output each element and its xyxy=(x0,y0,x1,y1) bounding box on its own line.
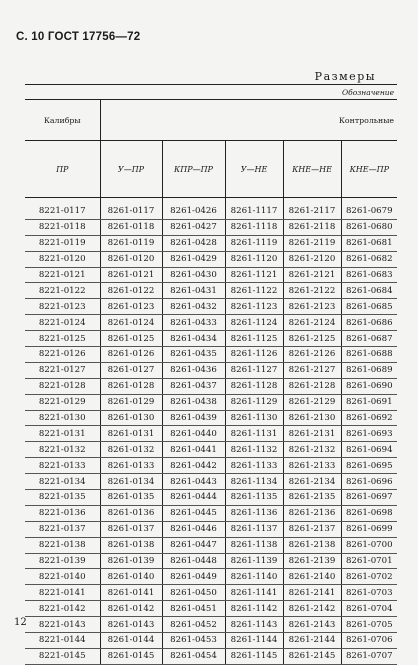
table-cell: 8221-0138 xyxy=(25,537,100,553)
table-cell: 8261-2122 xyxy=(283,283,341,299)
table-cell: 8261-0693 xyxy=(341,426,397,442)
table-body xyxy=(25,198,397,665)
table-cell: 8261-1136 xyxy=(225,505,283,521)
table-cell: 8261-2132 xyxy=(283,442,341,458)
table-cell: 8221-0118 xyxy=(25,219,100,235)
table-cell: 8221-0125 xyxy=(25,331,100,347)
table-row xyxy=(25,648,397,664)
table-row xyxy=(25,219,397,235)
designation-table xyxy=(25,84,397,665)
table-cell: 8261-1128 xyxy=(225,378,283,394)
table-cell: 8261-1143 xyxy=(225,617,283,633)
table-row xyxy=(25,235,397,251)
table-cell: 8261-1132 xyxy=(225,442,283,458)
table-cell: 8261-2133 xyxy=(283,458,341,474)
table-cell: 8261-0681 xyxy=(341,235,397,251)
table-cell: 8261-2142 xyxy=(283,601,341,617)
table-cell: 8221-0145 xyxy=(25,648,100,664)
table-cell: 8221-0126 xyxy=(25,347,100,363)
table-cell: 8261-2131 xyxy=(283,426,341,442)
table-cell: 8261-0433 xyxy=(162,315,225,331)
table-cell: 8221-0133 xyxy=(25,458,100,474)
table-cell: 8261-0696 xyxy=(341,474,397,490)
table-cell: 8261-0125 xyxy=(100,331,162,347)
table-cell: 8261-0138 xyxy=(100,537,162,553)
table-row xyxy=(25,347,397,363)
table-cell: 8221-0131 xyxy=(25,426,100,442)
table-row xyxy=(25,458,397,474)
table-cell: 8261-0123 xyxy=(100,299,162,315)
table-cell: 8261-0127 xyxy=(100,362,162,378)
caliber-header: Калибры xyxy=(25,100,100,141)
column-header: КПР—ПР xyxy=(162,141,225,198)
table-cell: 8261-2134 xyxy=(283,474,341,490)
table-cell: 8261-1126 xyxy=(225,347,283,363)
control-header: Контрольные xyxy=(100,100,397,141)
column-header: У—НЕ xyxy=(225,141,283,198)
table-cell: 8261-0136 xyxy=(100,505,162,521)
table-row xyxy=(25,251,397,267)
table-cell: 8261-1138 xyxy=(225,537,283,553)
table-cell: 8261-0440 xyxy=(162,426,225,442)
table-cell: 8261-0117 xyxy=(100,198,162,220)
table-cell: 8261-0698 xyxy=(341,505,397,521)
table-cell: 8221-0129 xyxy=(25,394,100,410)
table-cell: 8261-0679 xyxy=(341,198,397,220)
table-cell: 8261-0442 xyxy=(162,458,225,474)
table-cell: 8261-0452 xyxy=(162,617,225,633)
table-cell: 8261-0141 xyxy=(100,585,162,601)
table-row xyxy=(25,299,397,315)
table-cell: 8261-1140 xyxy=(225,569,283,585)
table-cell: 8261-2129 xyxy=(283,394,341,410)
table-cell: 8261-1134 xyxy=(225,474,283,490)
page-header: С. 10 ГОСТ 17756—72 xyxy=(16,31,141,43)
table-cell: 8261-0689 xyxy=(341,362,397,378)
table-cell: 8221-0130 xyxy=(25,410,100,426)
table-cell: 8261-2118 xyxy=(283,219,341,235)
table-cell: 8261-2123 xyxy=(283,299,341,315)
table-cell: 8261-0430 xyxy=(162,267,225,283)
table-cell: 8221-0120 xyxy=(25,251,100,267)
designation-header: Обозначение xyxy=(25,85,397,100)
table-cell: 8261-0129 xyxy=(100,394,162,410)
table-row xyxy=(25,490,397,506)
table-cell: 8261-0447 xyxy=(162,537,225,553)
table-cell: 8261-0700 xyxy=(341,537,397,553)
table-cell: 8261-0142 xyxy=(100,601,162,617)
table-cell: 8261-0144 xyxy=(100,633,162,649)
table-cell: 8261-0443 xyxy=(162,474,225,490)
table-cell: 8261-0128 xyxy=(100,378,162,394)
table-row xyxy=(25,553,397,569)
table-cell: 8261-0139 xyxy=(100,553,162,569)
table-cell: 8261-1133 xyxy=(225,458,283,474)
table-cell: 8261-0441 xyxy=(162,442,225,458)
table-cell: 8261-0120 xyxy=(100,251,162,267)
table-cell: 8221-0134 xyxy=(25,474,100,490)
column-header: ПР xyxy=(25,141,100,198)
table-cell: 8261-0132 xyxy=(100,442,162,458)
table-row xyxy=(25,601,397,617)
table-cell: 8261-2121 xyxy=(283,267,341,283)
table-cell: 8221-0124 xyxy=(25,315,100,331)
table-cell: 8261-2137 xyxy=(283,521,341,537)
table-cell: 8261-0704 xyxy=(341,601,397,617)
table-row xyxy=(25,198,397,220)
table-cell: 8261-0118 xyxy=(100,219,162,235)
table-cell: 8261-0429 xyxy=(162,251,225,267)
table-cell: 8261-0697 xyxy=(341,490,397,506)
column-header: КНЕ—НЕ xyxy=(283,141,341,198)
table-cell: 8261-1145 xyxy=(225,648,283,664)
table-cell: 8261-2124 xyxy=(283,315,341,331)
table-cell: 8261-0431 xyxy=(162,283,225,299)
table-cell: 8221-0119 xyxy=(25,235,100,251)
table-row xyxy=(25,633,397,649)
table-cell: 8261-0683 xyxy=(341,267,397,283)
table-cell: 8261-0131 xyxy=(100,426,162,442)
table-cell: 8261-1124 xyxy=(225,315,283,331)
table-cell: 8261-2126 xyxy=(283,347,341,363)
table-cell: 8261-0695 xyxy=(341,458,397,474)
table-cell: 8261-1118 xyxy=(225,219,283,235)
table-cell: 8261-0702 xyxy=(341,569,397,585)
table-cell: 8261-2145 xyxy=(283,648,341,664)
table-row xyxy=(25,331,397,347)
table-cell: 8221-0117 xyxy=(25,198,100,220)
table-cell: 8261-2144 xyxy=(283,633,341,649)
table-cell: 8261-0451 xyxy=(162,601,225,617)
table-row xyxy=(25,585,397,601)
table-cell: 8261-0427 xyxy=(162,219,225,235)
table-cell: 8221-0128 xyxy=(25,378,100,394)
table-cell: 8221-0121 xyxy=(25,267,100,283)
table-cell: 8221-0127 xyxy=(25,362,100,378)
table-row xyxy=(25,315,397,331)
table-cell: 8261-1117 xyxy=(225,198,283,220)
table-cell: 8261-0426 xyxy=(162,198,225,220)
table-cell: 8261-2136 xyxy=(283,505,341,521)
table-cell: 8261-2141 xyxy=(283,585,341,601)
table-cell: 8261-1122 xyxy=(225,283,283,299)
table-cell: 8261-1137 xyxy=(225,521,283,537)
table-cell: 8221-0136 xyxy=(25,505,100,521)
table-cell: 8261-1141 xyxy=(225,585,283,601)
table-cell: 8261-0684 xyxy=(341,283,397,299)
table-cell: 8261-0682 xyxy=(341,251,397,267)
table-cell: 8261-0701 xyxy=(341,553,397,569)
table-cell: 8261-0688 xyxy=(341,347,397,363)
table-cell: 8261-1127 xyxy=(225,362,283,378)
table-cell: 8261-1119 xyxy=(225,235,283,251)
table-cell: 8261-0439 xyxy=(162,410,225,426)
table-row xyxy=(25,410,397,426)
table-cell: 8261-1130 xyxy=(225,410,283,426)
table-cell: 8261-1135 xyxy=(225,490,283,506)
table-cell: 8261-0135 xyxy=(100,490,162,506)
table-cell: 8221-0144 xyxy=(25,633,100,649)
table-row xyxy=(25,521,397,537)
table-row xyxy=(25,378,397,394)
table-cell: 8261-0119 xyxy=(100,235,162,251)
table-cell: 8261-0137 xyxy=(100,521,162,537)
table-cell: 8261-0121 xyxy=(100,267,162,283)
table-cell: 8261-0434 xyxy=(162,331,225,347)
page-number: 12 xyxy=(14,617,27,628)
table-cell: 8221-0137 xyxy=(25,521,100,537)
table-cell: 8261-0448 xyxy=(162,553,225,569)
table-cell: 8221-0123 xyxy=(25,299,100,315)
table-cell: 8261-0686 xyxy=(341,315,397,331)
table-row xyxy=(25,537,397,553)
table-cell: 8261-2120 xyxy=(283,251,341,267)
table-cell: 8261-1142 xyxy=(225,601,283,617)
table-row xyxy=(25,426,397,442)
table-cell: 8261-0680 xyxy=(341,219,397,235)
table-cell: 8261-0435 xyxy=(162,347,225,363)
table-cell: 8261-0690 xyxy=(341,378,397,394)
table-cell: 8261-2138 xyxy=(283,537,341,553)
table-cell: 8261-2128 xyxy=(283,378,341,394)
table-cell: 8261-0449 xyxy=(162,569,225,585)
column-header: У—ПР xyxy=(100,141,162,198)
table-cell: 8261-0446 xyxy=(162,521,225,537)
table-cell: 8261-2125 xyxy=(283,331,341,347)
table-cell: 8221-0140 xyxy=(25,569,100,585)
table-cell: 8261-1129 xyxy=(225,394,283,410)
table-row xyxy=(25,267,397,283)
table-cell: 8261-0438 xyxy=(162,394,225,410)
table-cell: 8261-0699 xyxy=(341,521,397,537)
table-cell: 8261-0706 xyxy=(341,633,397,649)
table-cell: 8261-0432 xyxy=(162,299,225,315)
table-cell: 8221-0141 xyxy=(25,585,100,601)
table-cell: 8221-0122 xyxy=(25,283,100,299)
page-title: Размеры xyxy=(314,70,376,83)
table-row xyxy=(25,474,397,490)
table-cell: 8261-0122 xyxy=(100,283,162,299)
table-cell: 8261-2130 xyxy=(283,410,341,426)
table-cell: 8261-0134 xyxy=(100,474,162,490)
table-row xyxy=(25,505,397,521)
table-cell: 8221-0143 xyxy=(25,617,100,633)
table-cell: 8261-1123 xyxy=(225,299,283,315)
table-cell: 8261-0130 xyxy=(100,410,162,426)
table-row xyxy=(25,283,397,299)
table-cell: 8261-0450 xyxy=(162,585,225,601)
table-cell: 8261-1120 xyxy=(225,251,283,267)
table-cell: 8261-1121 xyxy=(225,267,283,283)
table-cell: 8261-2127 xyxy=(283,362,341,378)
table-cell: 8261-0694 xyxy=(341,442,397,458)
table-row xyxy=(25,569,397,585)
table-cell: 8261-2117 xyxy=(283,198,341,220)
table-cell: 8261-1131 xyxy=(225,426,283,442)
table-cell: 8221-0142 xyxy=(25,601,100,617)
table-cell: 8261-1144 xyxy=(225,633,283,649)
table-cell: 8261-0692 xyxy=(341,410,397,426)
table-cell: 8261-0145 xyxy=(100,648,162,664)
table-row xyxy=(25,442,397,458)
table-cell: 8261-0687 xyxy=(341,331,397,347)
table-cell: 8261-0126 xyxy=(100,347,162,363)
table-cell: 8221-0132 xyxy=(25,442,100,458)
table-cell: 8261-0436 xyxy=(162,362,225,378)
table-row xyxy=(25,362,397,378)
table-cell: 8261-0124 xyxy=(100,315,162,331)
table-cell: 8261-0685 xyxy=(341,299,397,315)
table-cell: 8261-0705 xyxy=(341,617,397,633)
table-cell: 8261-2143 xyxy=(283,617,341,633)
column-header: КНЕ—ПР xyxy=(341,141,397,198)
table-row xyxy=(25,617,397,633)
table-cell: 8261-0445 xyxy=(162,505,225,521)
table-cell: 8261-2139 xyxy=(283,553,341,569)
table-cell: 8261-1139 xyxy=(225,553,283,569)
table-cell: 8261-0143 xyxy=(100,617,162,633)
table-cell: 8221-0135 xyxy=(25,490,100,506)
table-cell: 8261-0454 xyxy=(162,648,225,664)
table-row xyxy=(25,394,397,410)
table-cell: 8261-0133 xyxy=(100,458,162,474)
table-cell: 8221-0139 xyxy=(25,553,100,569)
table-cell: 8261-2119 xyxy=(283,235,341,251)
table-cell: 8261-0437 xyxy=(162,378,225,394)
table-cell: 8261-0453 xyxy=(162,633,225,649)
table-cell: 8261-0703 xyxy=(341,585,397,601)
table-cell: 8261-0444 xyxy=(162,490,225,506)
table-cell: 8261-1125 xyxy=(225,331,283,347)
table-cell: 8261-0691 xyxy=(341,394,397,410)
table-cell: 8261-2135 xyxy=(283,490,341,506)
table-cell: 8261-0428 xyxy=(162,235,225,251)
table-cell: 8261-0707 xyxy=(341,648,397,664)
table-cell: 8261-0140 xyxy=(100,569,162,585)
table-cell: 8261-2140 xyxy=(283,569,341,585)
